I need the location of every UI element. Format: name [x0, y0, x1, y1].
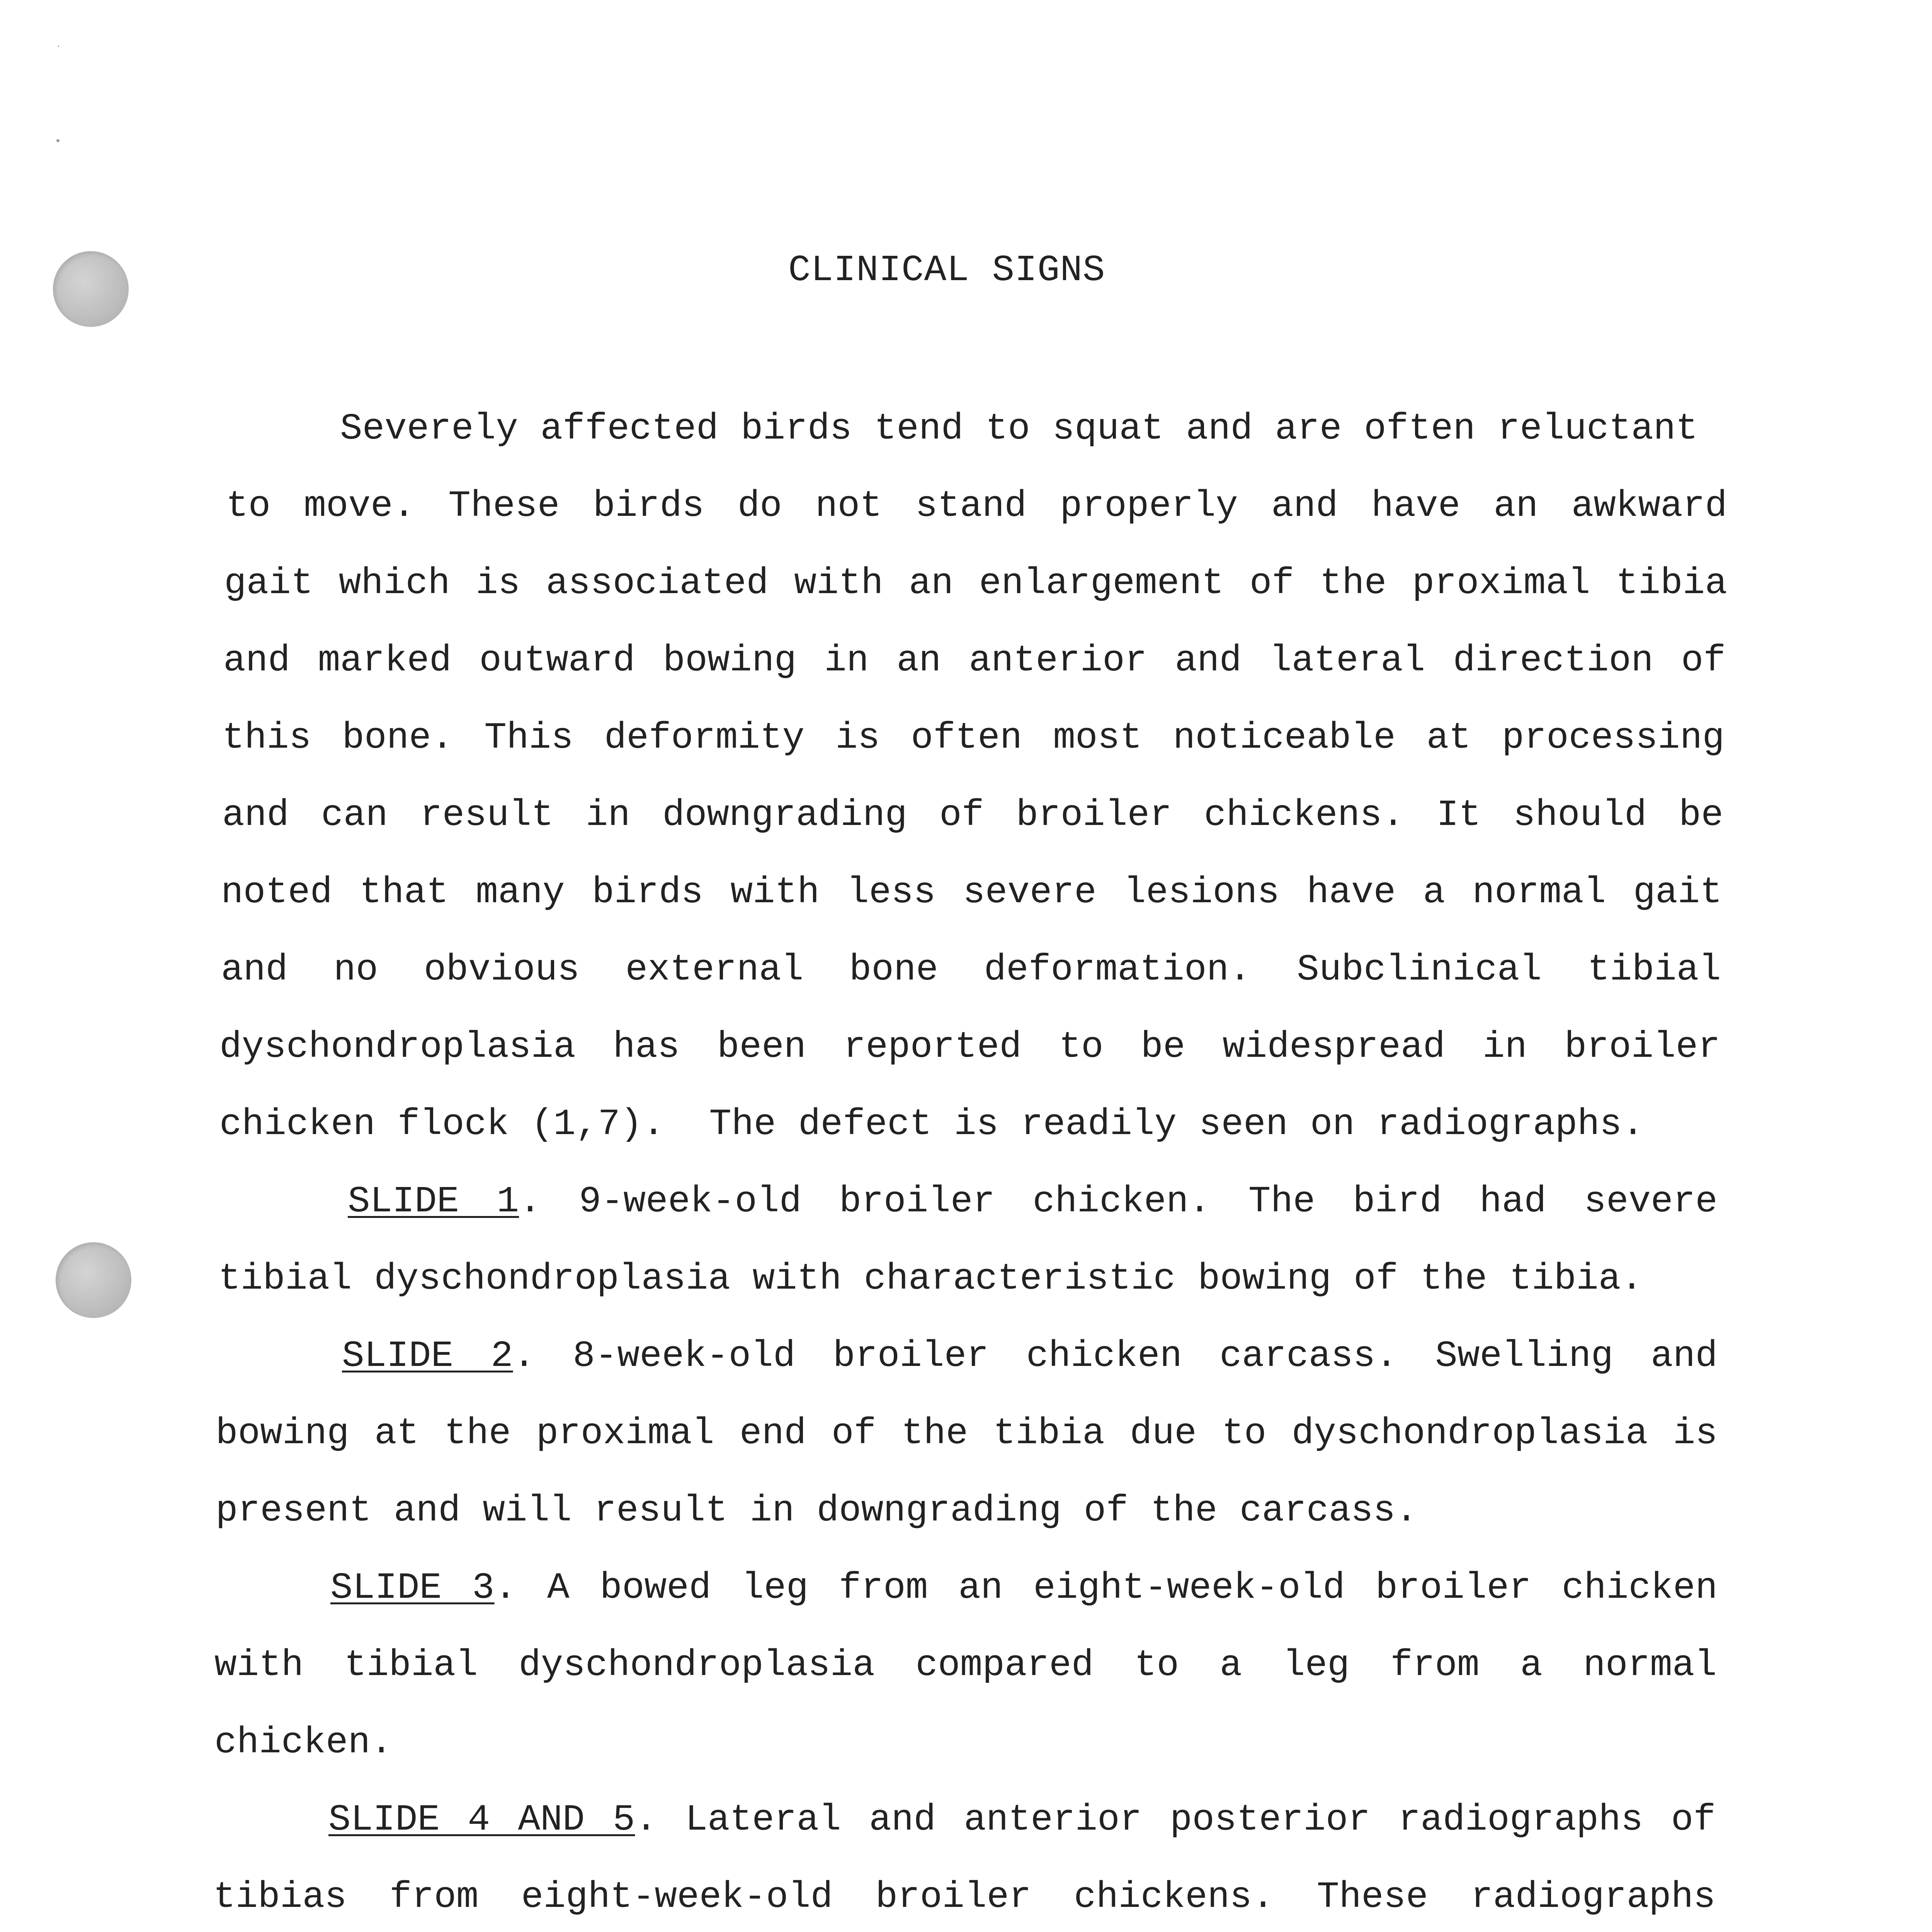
slide-1-line	[348, 1179, 1718, 1225]
slide-2-text: . 8-week-old broiler chicken carcass. Swelling and	[513, 1335, 1718, 1377]
body-line: and marked outward bowing in an anterior and lateral direction of	[223, 639, 1726, 682]
body-line: and no obvious external bone deformation. Subclinical tibial	[221, 949, 1721, 991]
body-line: Severely affected birds tend to squat and are often reluctant	[340, 408, 1698, 450]
slide-3-label: SLIDE 3	[330, 1567, 495, 1609]
body-line: this bone. This deformity is often most noticeable at processing	[222, 717, 1725, 759]
body-line: tibial dyschondroplasia with characteristic bowing of the tibia.	[218, 1258, 1643, 1300]
body-line: bowing at the proximal end of the tibia due to dyschondroplasia is	[216, 1412, 1718, 1454]
slide-3-text: . A bowed leg from an eight-week-old broiler chicken	[494, 1567, 1718, 1609]
body-line: present and will result in downgrading of the carcass.	[216, 1490, 1418, 1532]
punch-hole-middle	[56, 1242, 131, 1318]
body-line: noted that many birds with less severe lesions have a normal gait	[221, 871, 1722, 913]
body-line: chicken.	[214, 1721, 393, 1764]
slide-2-line	[342, 1333, 1718, 1379]
slide-4-5-label: SLIDE 4 AND 5	[328, 1799, 635, 1841]
body-line: gait which is associated with an enlargement of the proximal tibia	[224, 562, 1727, 604]
scan-speck: ·	[56, 42, 61, 51]
slide-2-label: SLIDE 2	[342, 1335, 513, 1377]
body-line: chicken flock (1,7). The defect is readily seen on radiographs.	[219, 1103, 1644, 1145]
body-line: dyschondroplasia has been reported to be widespread in broiler	[219, 1026, 1720, 1068]
slide-4-5-line	[328, 1797, 1716, 1843]
body-line: to move. These birds do not stand properly and have an awkward	[226, 485, 1727, 527]
slide-3-line	[330, 1565, 1718, 1611]
body-line: and can result in downgrading of broiler chickens. It should be	[222, 794, 1723, 836]
body-line: tibias from eight-week-old broiler chickens. These radiographs	[213, 1876, 1716, 1918]
slide-4-5-text: . Lateral and anterior posterior radiographs of	[635, 1799, 1716, 1841]
punch-hole-top	[53, 251, 129, 327]
page-title: CLINICAL SIGNS	[788, 249, 1105, 291]
body-line: with tibial dyschondroplasia compared to a leg from a normal	[214, 1644, 1717, 1686]
slide-1-label: SLIDE 1	[348, 1180, 519, 1223]
slide-1-text: . 9-week-old broiler chicken. The bird had severe	[519, 1180, 1718, 1223]
scan-speck	[56, 139, 60, 142]
